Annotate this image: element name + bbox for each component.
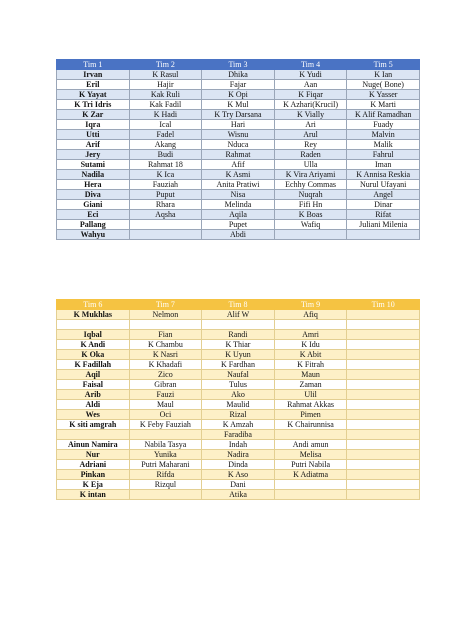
table-cell: Wafiq (274, 220, 347, 230)
table-cell: Puput (129, 190, 202, 200)
table-cell: Angel (347, 190, 420, 200)
table-row (57, 320, 420, 330)
table-cell: Pimen (274, 410, 347, 420)
row-name-cell: K Oka (57, 350, 130, 360)
table-cell: Anita Pratiwi (202, 180, 275, 190)
table-cell: Indah (202, 440, 275, 450)
table-cell: Rhara (129, 200, 202, 210)
row-name-cell: Ainun Namira (57, 440, 130, 450)
table-cell: Fifi Hn (274, 200, 347, 210)
table-cell: Nuge( Bone) (347, 80, 420, 90)
table-row (57, 430, 420, 440)
row-name-cell: K Andi (57, 340, 130, 350)
table-cell: K Abit (274, 350, 347, 360)
table-cell: K Alif Ramadhan (347, 110, 420, 120)
table-cell (347, 230, 420, 240)
row-name-cell: Wes (57, 410, 130, 420)
row-name-cell: K Eja (57, 480, 130, 490)
table-cell (347, 390, 420, 400)
table-row (57, 130, 420, 140)
table-cell: K Annisa Reskia (347, 170, 420, 180)
table-cell: K Thiar (202, 340, 275, 350)
table-cell: Atika (202, 490, 275, 500)
table-cell: K Marti (347, 100, 420, 110)
table-cell: Gibran (129, 380, 202, 390)
table-cell: Ulla (274, 160, 347, 170)
table-cell: K Vially (274, 110, 347, 120)
table-cell (129, 230, 202, 240)
table-cell: Dhika (202, 70, 275, 80)
table-cell: Amri (274, 330, 347, 340)
table-cell: K Idu (274, 340, 347, 350)
header-row (57, 300, 420, 310)
table-cell: Budi (129, 150, 202, 160)
table-cell: Fajar (202, 80, 275, 90)
table-cell (347, 450, 420, 460)
table-body (57, 70, 420, 240)
row-name-cell: Irvan (57, 70, 130, 80)
table-cell: Pupet (202, 220, 275, 230)
table-cell: Ako (202, 390, 275, 400)
table-cell: Rifat (347, 210, 420, 220)
table-body (57, 310, 420, 500)
table-cell: Abdi (202, 230, 275, 240)
table-cell: Dinda (202, 460, 275, 470)
table-header (57, 300, 420, 310)
table-cell: Ical (129, 120, 202, 130)
table-cell: Dinar (347, 200, 420, 210)
row-name-cell: Jery (57, 150, 130, 160)
table-cell: K Adiatma (274, 470, 347, 480)
table-cell: Nabila Tasya (129, 440, 202, 450)
table-row (57, 120, 420, 130)
table-cell: K Opi (202, 90, 275, 100)
table-cell (274, 320, 347, 330)
table-row (57, 150, 420, 160)
table-row (57, 170, 420, 180)
table-cell: Andi amun (274, 440, 347, 450)
table-cell: K Fardhan (202, 360, 275, 370)
table-cell: Melisa (274, 450, 347, 460)
table-cell: Wisnu (202, 130, 275, 140)
table-cell: Kak Fadil (129, 100, 202, 110)
table-row (57, 230, 420, 240)
header-cell: Tim 9 (274, 300, 347, 310)
table-cell: Arul (274, 130, 347, 140)
row-name-cell: Iqra (57, 120, 130, 130)
row-name-cell: K siti amgrah (57, 420, 130, 430)
table-cell (347, 370, 420, 380)
table-cell: Fuady (347, 120, 420, 130)
table-cell: Fadel (129, 130, 202, 140)
table-cell: K Try Darsana (202, 110, 275, 120)
table-row (57, 340, 420, 350)
table-cell: Rizqul (129, 480, 202, 490)
table-row (57, 490, 420, 500)
table-row (57, 80, 420, 90)
table-cell: K Feby Fauziah (129, 420, 202, 430)
table-cell (347, 350, 420, 360)
table-cell (129, 490, 202, 500)
table-cell: Nisa (202, 190, 275, 200)
table-cell (347, 470, 420, 480)
table-cell: Echhy Commas (274, 180, 347, 190)
table-header (57, 60, 420, 70)
table-cell: Fahrul (347, 150, 420, 160)
row-name-cell: Diva (57, 190, 130, 200)
table-cell: Rahmat (202, 150, 275, 160)
team-table-2 (56, 299, 420, 500)
table-cell (347, 310, 420, 320)
table-cell: Iman (347, 160, 420, 170)
table-cell: Zaman (274, 380, 347, 390)
table-row (57, 440, 420, 450)
table-cell: Nduca (202, 140, 275, 150)
table-cell: Rahmat 18 (129, 160, 202, 170)
row-name-cell: Nur (57, 450, 130, 460)
row-name-cell: Giani (57, 200, 130, 210)
row-name-cell: Arib (57, 390, 130, 400)
table-row (57, 310, 420, 320)
table-cell (347, 400, 420, 410)
table-cell: K Vira Ariyami (274, 170, 347, 180)
table-cell (129, 430, 202, 440)
table-cell: Oci (129, 410, 202, 420)
table-cell (274, 430, 347, 440)
table-cell (347, 420, 420, 430)
table-row (57, 100, 420, 110)
row-name-cell: Sutami (57, 160, 130, 170)
table-cell (129, 320, 202, 330)
table-row (57, 190, 420, 200)
header-cell: Tim 10 (347, 300, 420, 310)
header-cell: Tim 5 (347, 60, 420, 70)
table-cell: K Ica (129, 170, 202, 180)
header-cell: Tim 3 (202, 60, 275, 70)
row-name-cell: Eril (57, 80, 130, 90)
row-name-cell: Pinkan (57, 470, 130, 480)
table-cell (274, 230, 347, 240)
table-row (57, 400, 420, 410)
table-row (57, 370, 420, 380)
table-row (57, 350, 420, 360)
table-cell (347, 480, 420, 490)
table-cell (129, 220, 202, 230)
table-cell: Nurul Ufayani (347, 180, 420, 190)
table-cell: Malik (347, 140, 420, 150)
table-row (57, 410, 420, 420)
table-cell: Hajir (129, 80, 202, 90)
table-row (57, 480, 420, 490)
row-name-cell: Adriani (57, 460, 130, 470)
table-cell (274, 480, 347, 490)
table-cell (347, 430, 420, 440)
row-name-cell: Nadila (57, 170, 130, 180)
table-cell (347, 340, 420, 350)
row-name-cell: K Tri Idris (57, 100, 130, 110)
table-cell (347, 320, 420, 330)
table-cell: Naufal (202, 370, 275, 380)
table-row (57, 70, 420, 80)
table-cell: Aan (274, 80, 347, 90)
header-cell: Tim 7 (129, 300, 202, 310)
header-cell: Tim 1 (57, 60, 130, 70)
table-cell: K Uyun (202, 350, 275, 360)
table-cell (347, 410, 420, 420)
table-cell: Afif (202, 160, 275, 170)
row-name-cell: Iqbal (57, 330, 130, 340)
table-cell: Melinda (202, 200, 275, 210)
row-name-cell: Faisal (57, 380, 130, 390)
table-cell: Ari (274, 120, 347, 130)
table-cell: K Yasser (347, 90, 420, 100)
table-cell: Maun (274, 370, 347, 380)
table-cell: Rifda (129, 470, 202, 480)
table-row (57, 160, 420, 170)
table-row (57, 140, 420, 150)
table-cell: Randi (202, 330, 275, 340)
row-name-cell: K intan (57, 490, 130, 500)
table-row (57, 420, 420, 430)
table-cell: K Amzah (202, 420, 275, 430)
table-cell: Maulid (202, 400, 275, 410)
table-cell (347, 380, 420, 390)
header-cell: Tim 4 (274, 60, 347, 70)
table-cell (274, 490, 347, 500)
row-name-cell: Pallang (57, 220, 130, 230)
table-cell: Zico (129, 370, 202, 380)
table-cell: Fauziah (129, 180, 202, 190)
table-cell: K Mul (202, 100, 275, 110)
table-cell: K Chairunnisa (274, 420, 347, 430)
table-cell (347, 490, 420, 500)
table-cell: Aqsha (129, 210, 202, 220)
table-cell: Maul (129, 400, 202, 410)
table-cell: K Asmi (202, 170, 275, 180)
table-cell: Juliani Milenia (347, 220, 420, 230)
team-table-1 (56, 59, 420, 240)
table-cell: K Hadi (129, 110, 202, 120)
table-cell: K Yudi (274, 70, 347, 80)
row-name-cell: K Zar (57, 110, 130, 120)
table-cell: K Nasri (129, 350, 202, 360)
table-row (57, 470, 420, 480)
table-cell (347, 360, 420, 370)
table-row (57, 180, 420, 190)
table-cell: Dani (202, 480, 275, 490)
table-cell: Nuqrah (274, 190, 347, 200)
table-cell: Raden (274, 150, 347, 160)
table-cell (347, 460, 420, 470)
table-cell: K Azhari(Krucil) (274, 100, 347, 110)
table-row (57, 380, 420, 390)
table-cell: Tulus (202, 380, 275, 390)
row-name-cell: K Mukhlas (57, 310, 130, 320)
header-row (57, 60, 420, 70)
header-cell: Tim 2 (129, 60, 202, 70)
table-cell (347, 440, 420, 450)
table-row (57, 390, 420, 400)
table-cell: Rahmat Akkas (274, 400, 347, 410)
table-cell: Faradiba (202, 430, 275, 440)
table-cell: Fian (129, 330, 202, 340)
row-name-cell: Eci (57, 210, 130, 220)
table-cell: K Khadafi (129, 360, 202, 370)
table-cell: K Fiqar (274, 90, 347, 100)
table-cell: Kak Ruli (129, 90, 202, 100)
table-cell: Yunika (129, 450, 202, 460)
table-cell: Malvin (347, 130, 420, 140)
table-row (57, 360, 420, 370)
table-cell: Aqila (202, 210, 275, 220)
table-cell: K Boas (274, 210, 347, 220)
header-cell: Tim 6 (57, 300, 130, 310)
table-row (57, 460, 420, 470)
table-row (57, 330, 420, 340)
row-name-cell (57, 320, 130, 330)
table-cell: Ulil (274, 390, 347, 400)
table-cell: Akang (129, 140, 202, 150)
row-name-cell: K Fadillah (57, 360, 130, 370)
table-cell: Fauzi (129, 390, 202, 400)
table-row (57, 200, 420, 210)
table-row (57, 110, 420, 120)
table-cell: K Rasul (129, 70, 202, 80)
row-name-cell: Utti (57, 130, 130, 140)
table-cell: K Chambu (129, 340, 202, 350)
table-cell: Rizal (202, 410, 275, 420)
header-cell: Tim 8 (202, 300, 275, 310)
table-cell: K Fitrah (274, 360, 347, 370)
table-cell: Putri Nabila (274, 460, 347, 470)
table-cell: Nelmon (129, 310, 202, 320)
table-cell: Hari (202, 120, 275, 130)
row-name-cell: K Yayat (57, 90, 130, 100)
table-row (57, 210, 420, 220)
row-name-cell: Arif (57, 140, 130, 150)
table-cell: K Ian (347, 70, 420, 80)
row-name-cell: Aqil (57, 370, 130, 380)
table-cell (202, 320, 275, 330)
table-cell (347, 330, 420, 340)
table-cell: Putri Maharani (129, 460, 202, 470)
row-name-cell: Hera (57, 180, 130, 190)
table-cell: Rey (274, 140, 347, 150)
table-row (57, 220, 420, 230)
table-cell: Nadira (202, 450, 275, 460)
row-name-cell (57, 430, 130, 440)
row-name-cell: Wahyu (57, 230, 130, 240)
table-row (57, 450, 420, 460)
table-row (57, 90, 420, 100)
table-cell: Alif W (202, 310, 275, 320)
table-cell: Afiq (274, 310, 347, 320)
row-name-cell: Aldi (57, 400, 130, 410)
table-cell: K Aso (202, 470, 275, 480)
